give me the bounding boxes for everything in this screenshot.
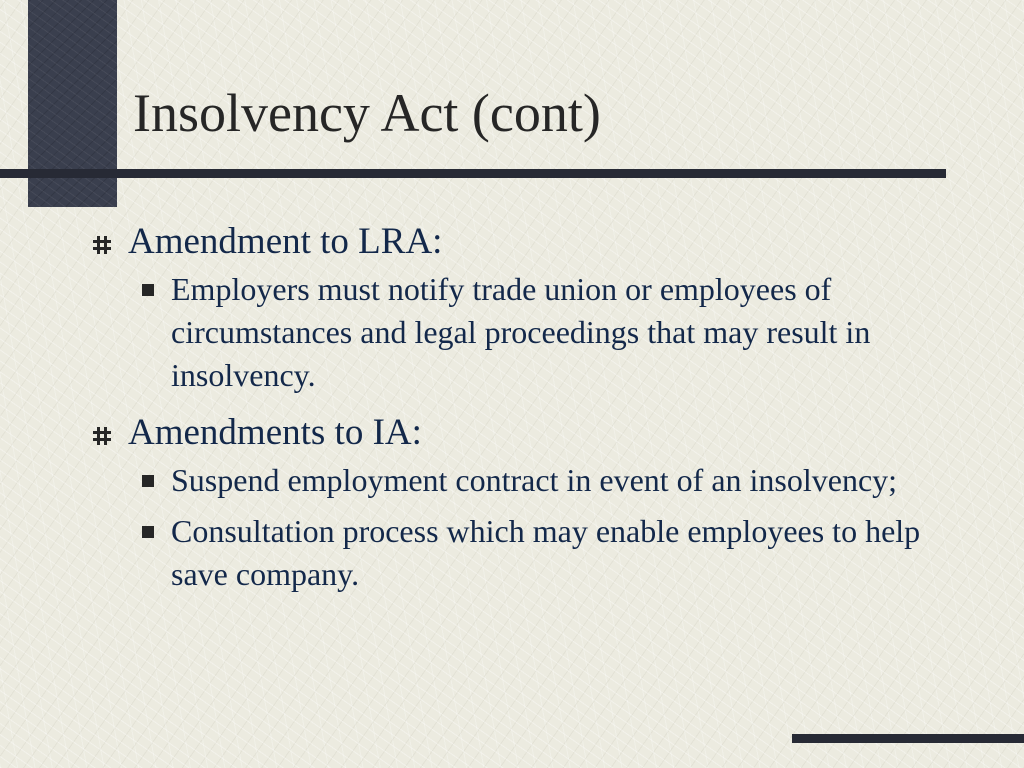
slide-body <box>92 220 972 596</box>
bullet-level2-text: Consultation process which may enable employees to help save company. <box>171 513 921 592</box>
square-bullet-icon <box>142 284 154 296</box>
bullet-level2-text: Employers must notify trade union or employees of circumstances and legal proceedings that may result in insolvency. <box>171 271 871 393</box>
bullet-level2-text: Suspend employment contract in event of an insolvency; <box>171 462 898 498</box>
square-bullet-icon <box>142 475 154 487</box>
square-bullet-icon <box>142 526 154 538</box>
bullet-level2 <box>171 510 972 596</box>
bullet-level2 <box>171 268 972 397</box>
bullet-level1-text: Amendments to IA: <box>128 412 422 453</box>
hash-bullet-icon <box>92 426 112 446</box>
slide-title: Insolvency Act (cont) <box>133 83 601 143</box>
bottom-accent-rule <box>792 734 1024 743</box>
title-underline-rule <box>0 169 946 178</box>
bullet-level1 <box>92 411 972 455</box>
bullet-level2 <box>171 459 972 502</box>
bullet-level1-text: Amendment to LRA: <box>128 221 443 262</box>
hash-bullet-icon <box>92 235 112 255</box>
bullet-level1 <box>92 220 972 264</box>
